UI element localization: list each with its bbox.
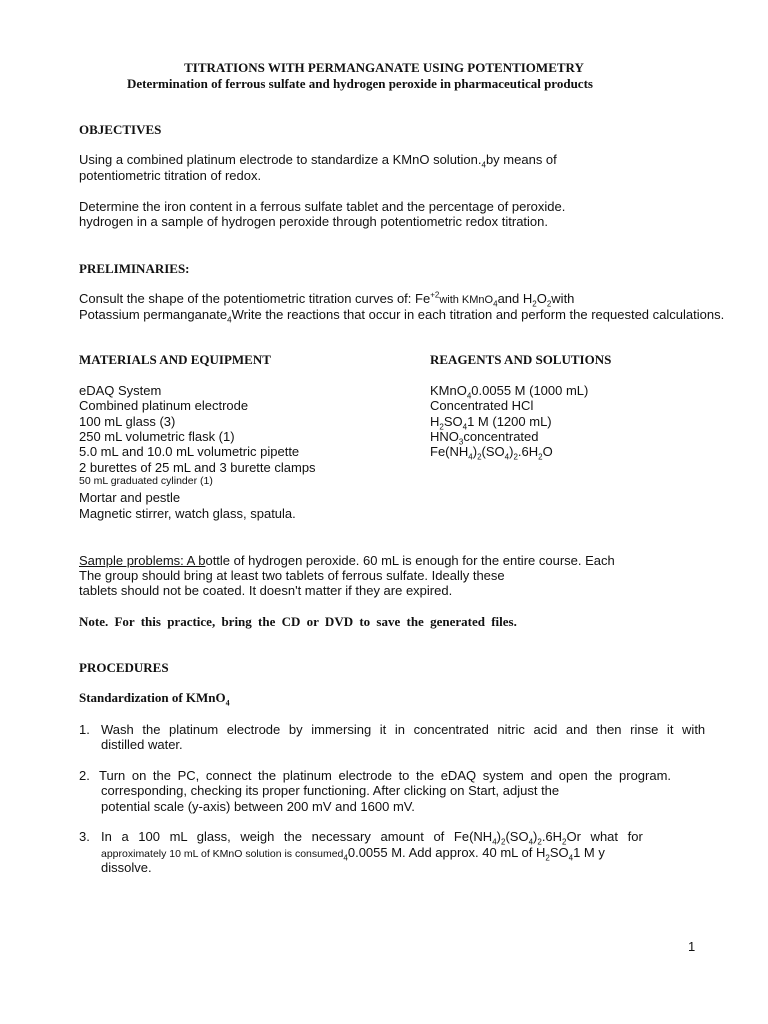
subscript: 2 — [537, 837, 542, 847]
reagent-text: KMnO — [430, 383, 467, 398]
reagent-text: SO — [443, 414, 463, 429]
document-subtitle: Determination of ferrous sulfate and hydrogen peroxide in pharmaceutical products — [127, 76, 593, 91]
step-text: SO — [549, 845, 569, 860]
page-number: 1 — [688, 939, 696, 954]
material-item: 50 mL graduated cylinder (1) — [79, 475, 213, 487]
preliminaries-text: O — [536, 291, 547, 306]
subscript: 4 — [225, 698, 230, 708]
subscript: 2 — [546, 299, 552, 309]
objectives-paragraph-1-line-1 — [79, 152, 557, 168]
subscript: 3 — [458, 437, 464, 447]
step-text: ) — [496, 829, 501, 844]
step-3-line-1 — [101, 829, 643, 845]
objectives-paragraph-2-line-1: Determine the iron content in a ferrous sulfate tablet and the percentage of peroxide. — [79, 199, 566, 214]
subscript: 4 — [504, 452, 510, 462]
material-item: 5.0 mL and 10.0 mL volumetric pipette — [79, 444, 300, 459]
subscript: 4 — [462, 422, 468, 432]
step-3-line-2 — [101, 845, 605, 863]
step-text: (SO — [505, 829, 529, 844]
reagent-text: 0.0055 M (1000 mL) — [471, 383, 589, 398]
reagent-text: HNO — [430, 429, 459, 444]
reagent-text: Fe(NH — [430, 444, 469, 459]
preliminaries-text: with KMnO — [439, 294, 494, 306]
objectives-heading: OBJECTIVES — [79, 122, 162, 137]
step-text: .6H — [541, 829, 563, 844]
subscript: 4 — [227, 315, 232, 325]
preliminaries-text: and H — [497, 291, 533, 306]
step-2-line-3: potential scale (y-axis) between 200 mV and 1600 mV. — [101, 799, 415, 814]
reagent-text: ) — [472, 444, 478, 459]
preliminaries-text: Write the reactions that occur in each titration and perform the requested calculations. — [231, 307, 725, 322]
sample-line-2: The group should bring at least two tablets of ferrous sulfate. Ideally these — [79, 568, 505, 583]
subscript: 4 — [343, 853, 348, 863]
preliminaries-line-1 — [79, 291, 574, 309]
standardization-subheading — [79, 690, 230, 706]
step-2-line-1: Turn on the PC, connect the platinum electrode to the eDAQ system and open the program. — [99, 768, 672, 783]
sample-line-3: tablets should not be coated. It doesn't matter if they are expired. — [79, 583, 453, 598]
reagent-text: .6H — [517, 444, 539, 459]
step-2-line-2: corresponding, checking its proper functioning. After clicking on Start, adjust the — [101, 783, 560, 798]
preliminaries-heading: PRELIMINARIES: — [79, 261, 190, 276]
document-title: TITRATIONS WITH PERMANGANATE USING POTENTIOMETRY — [184, 60, 584, 75]
reagent-text: H — [430, 414, 440, 429]
preliminaries-text: Potassium permanganate — [79, 307, 228, 322]
subscript: 4 — [468, 452, 473, 462]
material-item: eDAQ System — [79, 383, 162, 398]
step-text: Or what for — [566, 829, 643, 844]
step-text: In a 100 mL glass, weigh the necessary amount of Fe(NH — [101, 829, 493, 844]
objectives-paragraph-2-line-2: hydrogen in a sample of hydrogen peroxide through potentiometric redox titration. — [79, 214, 549, 229]
sample-text: ottle of hydrogen peroxide. 60 mL is enough for the entire course. Each — [205, 553, 615, 568]
preliminaries-text: Consult the shape of the potentiometric titration curves of: Fe — [79, 291, 431, 306]
subscript: 4 — [528, 837, 534, 847]
step-1-line-2: distilled water. — [101, 737, 183, 752]
reagents-heading: REAGENTS AND SOLUTIONS — [430, 352, 612, 367]
reagent-text: O — [542, 444, 553, 459]
subscript: 4 — [492, 837, 497, 847]
sample-label: Sample problems: A b — [79, 553, 206, 568]
reagent-item — [430, 444, 553, 460]
step-1-number: 1. — [79, 722, 90, 737]
subheading-text: Standardization of KMnO — [79, 690, 226, 705]
objectives-text: Using a combined platinum electrode to standardize a KMnO solution. — [79, 152, 482, 167]
objectives-paragraph-1-line-2: potentiometric titration of redox. — [79, 168, 262, 183]
material-item: Magnetic stirrer, watch glass, spatula. — [79, 506, 296, 521]
step-3-number: 3. — [79, 829, 90, 844]
subscript: 2 — [532, 299, 537, 309]
subscript: 2 — [477, 452, 482, 462]
subscript: 2 — [562, 837, 567, 847]
material-item: 100 mL glass (3) — [79, 414, 176, 429]
reagent-item — [430, 383, 588, 399]
subscript: 2 — [439, 422, 444, 432]
procedures-heading: PROCEDURES — [79, 660, 169, 675]
sample-line-1 — [79, 553, 615, 569]
subscript: 2 — [513, 452, 518, 462]
step-text: approximately 10 mL of KMnO solution is consumed — [101, 848, 344, 860]
material-item: Combined platinum electrode — [79, 398, 249, 413]
material-item: 2 burettes of 25 mL and 3 burette clamps — [79, 460, 316, 475]
preliminaries-text: with — [551, 291, 575, 306]
step-1-line-1: Wash the platinum electrode by immersing it in concentrated nitric acid and then rinse it with — [101, 722, 706, 737]
step-3-line-3: dissolve. — [101, 860, 152, 875]
subscript: 4 — [493, 299, 498, 309]
note-text: Note. For this practice, bring the CD or DVD to save the generated files. — [79, 614, 517, 629]
material-item: Mortar and pestle — [79, 490, 181, 505]
step-text: ) — [533, 829, 538, 844]
reagent-item: Concentrated HCl — [430, 398, 534, 413]
step-2-number: 2. — [79, 768, 90, 783]
reagent-text: (SO — [481, 444, 505, 459]
material-item: 250 mL volumetric flask (1) — [79, 429, 235, 444]
subscript: 2 — [545, 853, 550, 863]
subscript: 2 — [538, 452, 543, 462]
materials-heading: MATERIALS AND EQUIPMENT — [79, 352, 271, 367]
reagent-text: concentrated — [463, 429, 539, 444]
subscript: 4 — [481, 160, 486, 170]
reagent-item — [430, 429, 539, 445]
step-text: 0.0055 M. Add approx. 40 mL of H — [347, 845, 546, 860]
subscript: 4 — [466, 391, 472, 401]
reagent-text: 1 M (1200 mL) — [467, 414, 552, 429]
preliminaries-line-2 — [79, 307, 724, 323]
subscript: 2 — [500, 837, 506, 847]
reagent-item — [430, 414, 552, 430]
step-text: 1 M y — [573, 845, 605, 860]
superscript: +2 — [430, 290, 440, 300]
subscript: 4 — [568, 853, 574, 863]
objectives-text: by means of — [485, 152, 557, 167]
reagent-text: ) — [509, 444, 514, 459]
